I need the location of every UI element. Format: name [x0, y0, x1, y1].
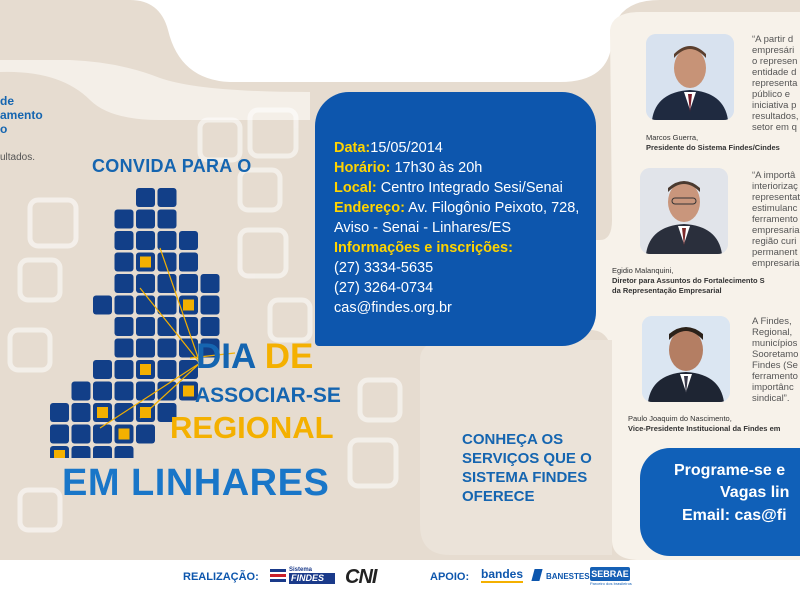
map-pixel-highlight [140, 364, 151, 375]
map-pixel [136, 210, 155, 229]
testimonial-photo-1 [646, 34, 734, 120]
testimonial-caption-2 [612, 266, 765, 296]
info-address [334, 200, 579, 216]
left-partial-text [0, 94, 43, 136]
address-value: Av. Filogônio Peixoto, 728, [408, 200, 580, 216]
person-photo-icon [646, 34, 734, 120]
address-label: Endereço: [334, 200, 405, 216]
sebrae-logo [590, 567, 630, 586]
map-pixel [201, 296, 220, 315]
findes-logo-sistema: Sistema [289, 567, 313, 573]
left-results-text: ultados. [0, 152, 36, 163]
testimonial-role: Presidente do Sistema Findes/Cindes [646, 143, 780, 152]
person-photo-icon [640, 168, 728, 254]
findes-logo [289, 567, 335, 587]
date-label: Data: [334, 140, 371, 156]
info-place [334, 180, 563, 196]
cta-line-3[interactable]: Email: cas@fi [682, 507, 787, 524]
map-pixel [136, 231, 155, 250]
testimonial-role-line2: da Representação Empresarial [612, 286, 722, 295]
info-phone-2[interactable]: (27) 3264-0734 [334, 280, 434, 296]
info-time [334, 160, 482, 176]
testimonial-caption-1 [646, 133, 780, 153]
banestes-logo: BANESTES [546, 572, 590, 581]
testimonial-quote-1: “A partir d empresári o represen entidade d representa público e iniciativa p resultados, setor em q [752, 34, 799, 133]
map-pixel [158, 317, 177, 336]
map-pixel [115, 339, 134, 358]
cni-logo: CNI [345, 566, 377, 588]
testimonial-quote-2: “A importâ interiorizaç representat estimulanc ferramento empresaria região curi permanent empresaria [752, 170, 800, 269]
event-title-location: EM LINHARES [62, 462, 330, 504]
contact-label: Informações e inscrições: [334, 240, 513, 256]
map-pixel [136, 188, 155, 207]
cta-line-2: Vagas lin [720, 484, 790, 501]
cta-line-1: Programe-se e [674, 462, 786, 479]
map-pixel [136, 274, 155, 293]
map-pixel-highlight [183, 300, 194, 311]
map-pixel [201, 317, 220, 336]
info-date [334, 140, 443, 156]
map-pixel [72, 382, 91, 401]
map-pixel [50, 425, 69, 444]
sebrae-tagline: Parceiro dos brasileiros [590, 581, 632, 586]
map-pixel [50, 403, 69, 422]
map-pixel [136, 382, 155, 401]
testimonial-name: Egidio Malanquini, [612, 266, 674, 275]
map-pixel [115, 274, 134, 293]
testimonial-role: Vice-Presidente Institucional da Findes em [628, 424, 781, 433]
map-pixel [93, 425, 112, 444]
map-pixel [136, 339, 155, 358]
testimonial-role: Diretor para Assuntos do Fortalecimento S [612, 276, 765, 285]
testimonial-caption-3 [628, 414, 780, 434]
map-pixel [115, 253, 134, 272]
map-pixel [93, 360, 112, 379]
title-de-word: DE [264, 337, 314, 376]
map-pixel [158, 296, 177, 315]
testimonial-name: Paulo Joaquim do Nascimento, [628, 414, 732, 423]
map-pixel [158, 210, 177, 229]
testimonial-quote-3: A Findes, Regional, municípios Sooretamo Findes (Se ferramento importânc sindical”. [752, 316, 799, 404]
map-pixel-highlight [140, 257, 151, 268]
info-contact-label [334, 240, 513, 256]
map-pixel [115, 446, 134, 458]
map-pixel [136, 425, 155, 444]
map-pixel [93, 446, 112, 458]
services-heading: CONHEÇA OS SERVIÇOS QUE O SISTEMA FINDES OFERECE [462, 431, 592, 505]
info-email-link[interactable]: cas@findes.org.br [334, 300, 452, 316]
map-pixel [115, 360, 134, 379]
map-pixel [158, 231, 177, 250]
info-phone-1[interactable]: (27) 3334-5635 [334, 260, 434, 276]
info-address-line2: Aviso - Senai - Linhares/ES [334, 220, 512, 236]
title-dia-word: DIA [196, 337, 255, 376]
testimonial-photo-3 [642, 316, 730, 402]
map-pixel-highlight [119, 429, 130, 440]
map-pixel [72, 403, 91, 422]
map-pixel [158, 274, 177, 293]
map-pixel [158, 339, 177, 358]
map-pixel [93, 296, 112, 315]
event-title-associar: ASSOCIAR-SE [195, 384, 341, 407]
map-pixel [115, 231, 134, 250]
map-pixel [179, 274, 198, 293]
person-photo-icon [642, 316, 730, 402]
left-partial-line: o [0, 122, 8, 136]
testimonial-photo-2 [640, 168, 728, 254]
map-pixel [179, 231, 198, 250]
map-pixel [136, 317, 155, 336]
map-pixel [115, 210, 134, 229]
place-label: Local: [334, 180, 377, 196]
testimonial-name: Marcos Guerra, [646, 133, 699, 142]
findes-logo-text: FINDES [289, 573, 335, 584]
place-value: Centro Integrado Sesi/Senai [380, 180, 563, 196]
time-value: 17h30 às 20h [394, 160, 483, 176]
map-pixel [115, 317, 134, 336]
map-pixel-highlight [54, 450, 65, 458]
map-pixel [201, 274, 220, 293]
event-title-regional: REGIONAL [170, 410, 334, 445]
left-partial-line: amento [0, 108, 43, 122]
time-label: Horário: [334, 160, 391, 176]
apoio-label: APOIO: [430, 571, 470, 583]
map-pixel [115, 382, 134, 401]
map-pixel [72, 446, 91, 458]
map-pixel [158, 188, 177, 207]
bandes-logo: bandes [481, 567, 524, 581]
event-title-dia [196, 338, 313, 376]
map-pixel [179, 317, 198, 336]
map-pixel [115, 296, 134, 315]
map-pixel-highlight [97, 407, 108, 418]
map-pixel [179, 253, 198, 272]
findes-emblem-icon [270, 569, 286, 583]
invite-heading: CONVIDA PARA O [92, 156, 252, 176]
map-pixel [158, 360, 177, 379]
map-pixel-highlight [183, 386, 194, 397]
date-value: 15/05/2014 [370, 140, 443, 156]
realizacao-label: REALIZAÇÃO: [183, 571, 259, 583]
sebrae-logo-text: SEBRAE [591, 569, 629, 579]
map-pixel [93, 382, 112, 401]
left-partial-line: de [0, 94, 15, 108]
map-pixel [72, 425, 91, 444]
map-pixel [136, 296, 155, 315]
